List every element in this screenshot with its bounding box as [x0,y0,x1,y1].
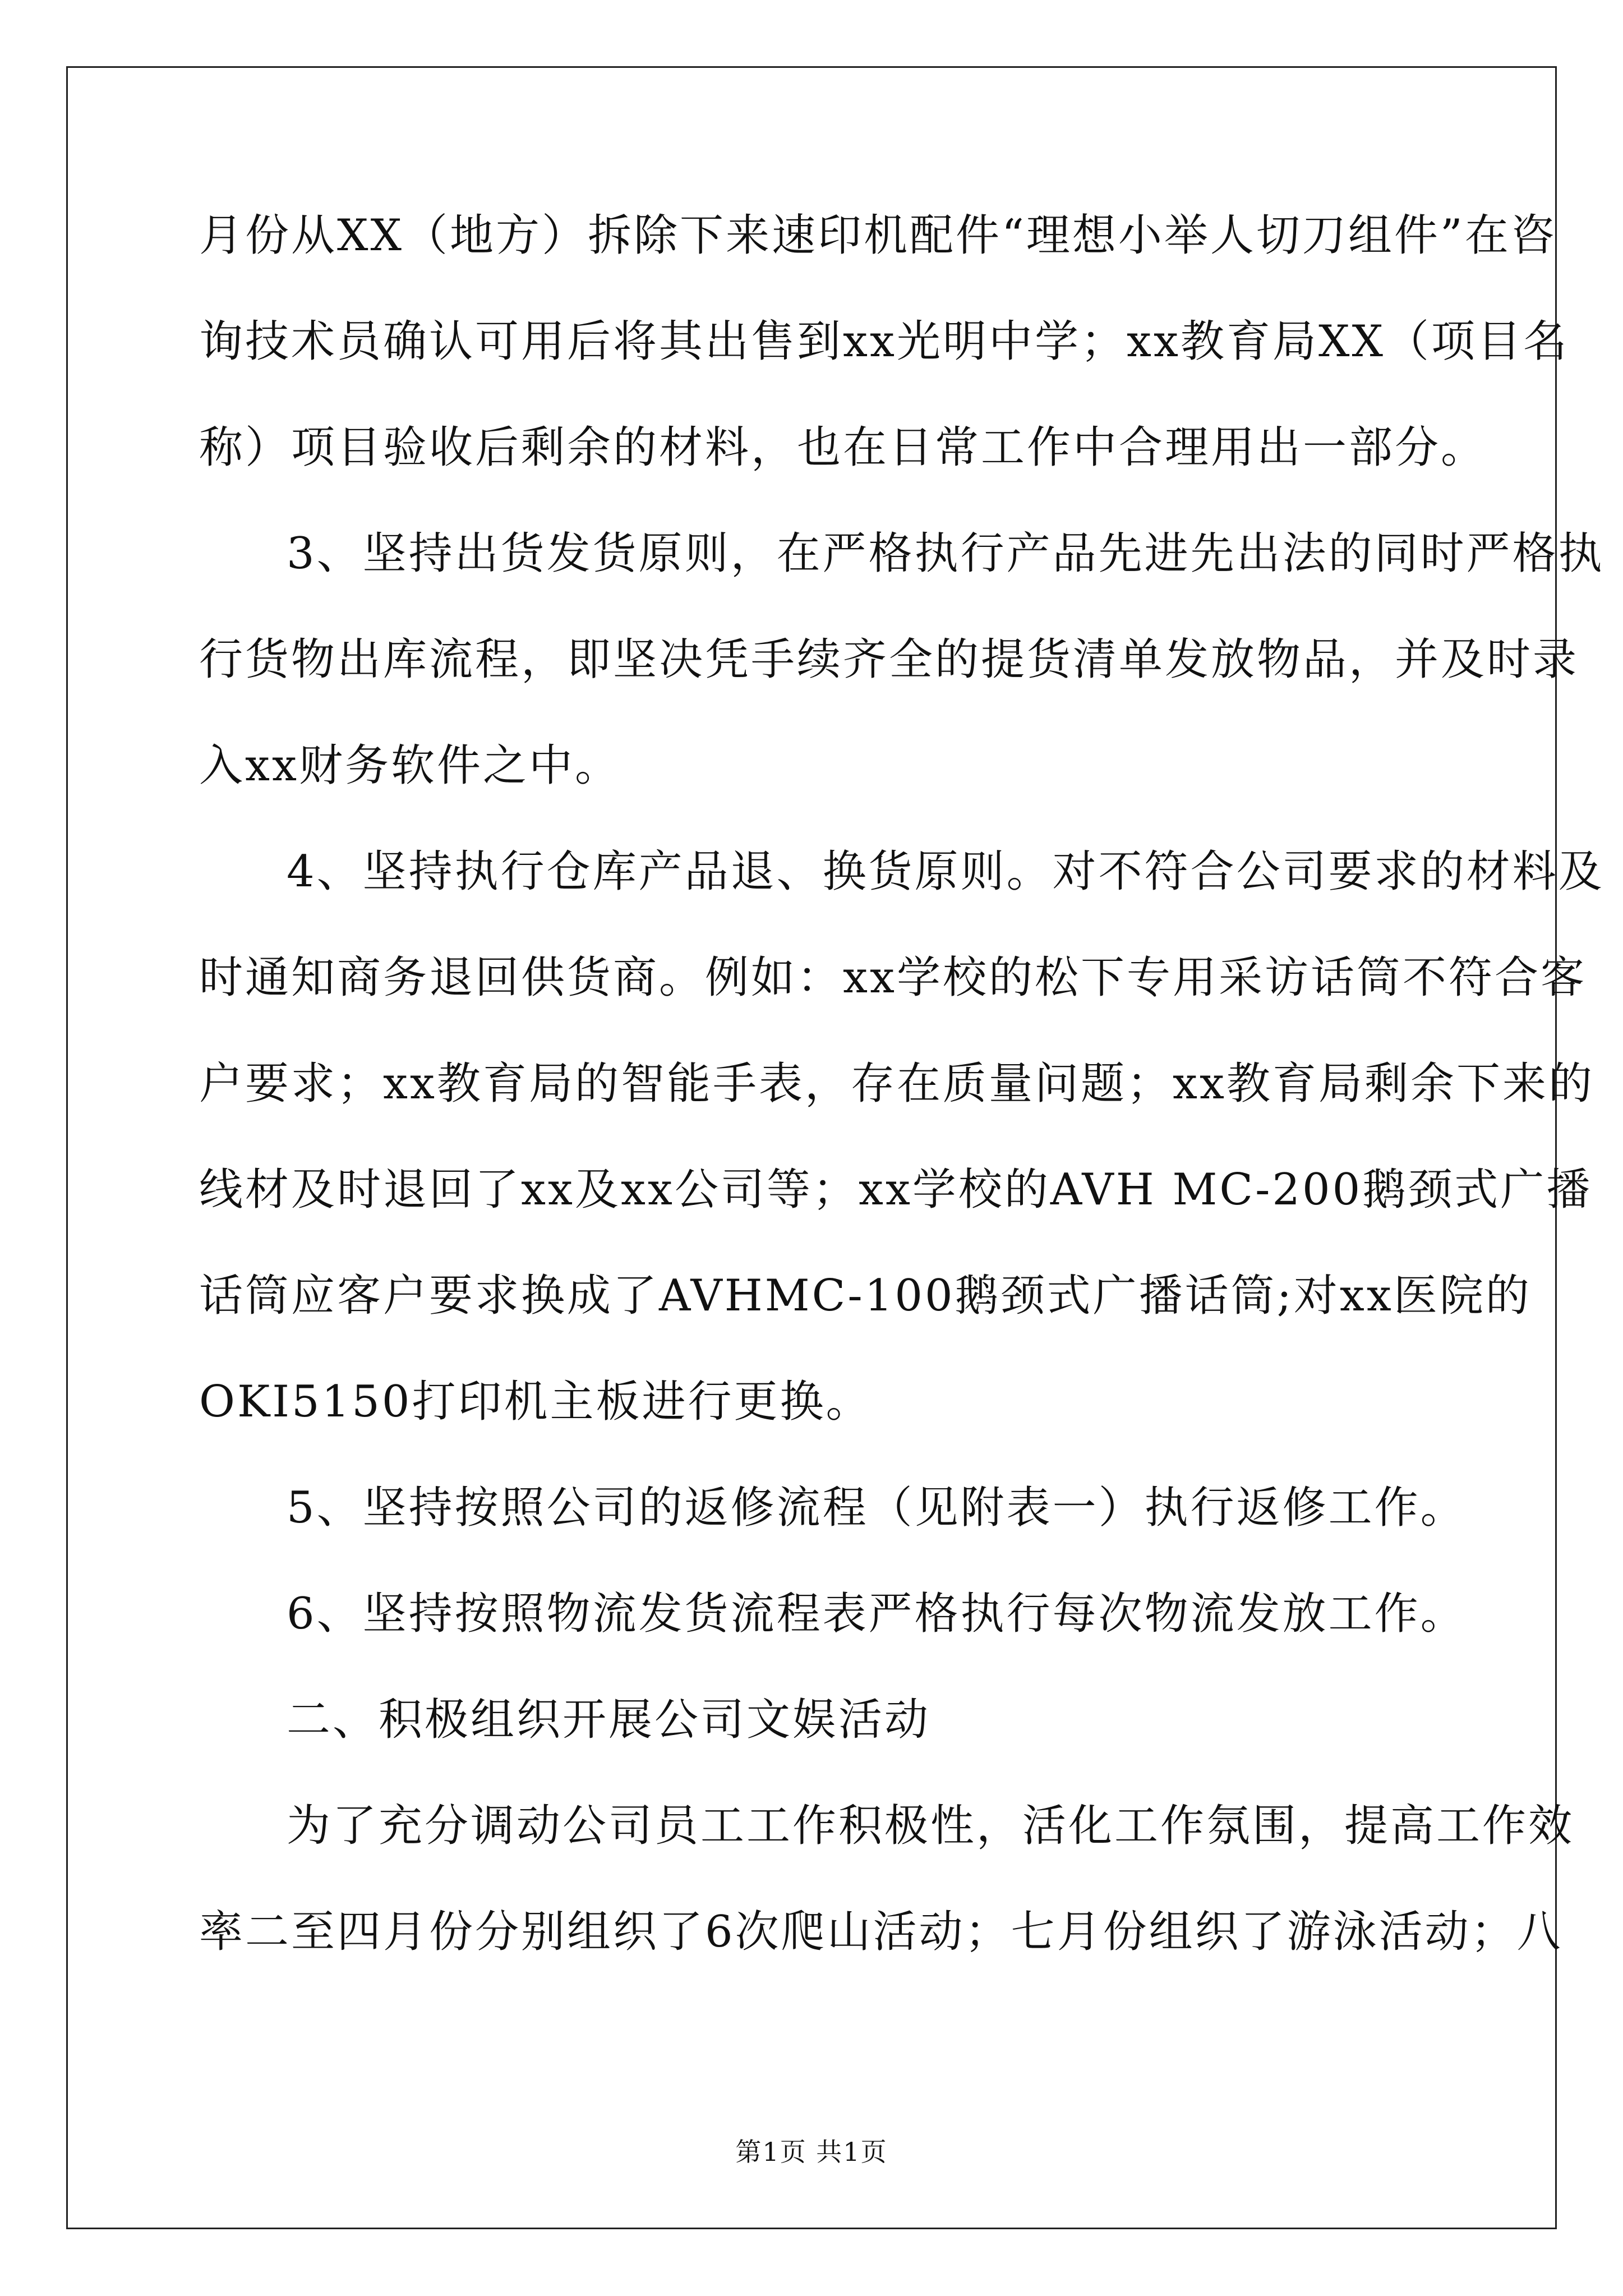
text-line-4: 3、坚持出货发货原则，在严格执行产品先进先出法的同时严格执 [287,528,1604,579]
text-line-2: 询技术员确认可用后将其出售到xx光明中学；xx教育局XX（项目名 [199,316,1570,367]
section-heading: 二、积极组织开展公司文娱活动 [287,1695,931,1745]
text-line-14: 6、坚持按照物流发货流程表严格执行每次物流发放工作。 [287,1589,1467,1639]
text-line-11: 话筒应客户要求换成了AVHMC-100鹅颈式广播话筒;对xx医院的 [199,1271,1532,1321]
text-line-8: 时通知商务退回供货商。例如：xx学校的松下专用采访话筒不符合客 [199,953,1587,1003]
text-line-1: 月份从XX（地方）拆除下来速印机配件“理想小举人切刀组件”在咨 [199,210,1557,261]
text-line-9: 户要求；xx教育局的智能手表，存在质量问题；xx教育局剩余下来的 [199,1059,1594,1109]
text-line-5: 行货物出库流程，即坚决凭手续齐全的提货清单发放物品，并及时录 [199,634,1579,685]
text-line-3: 称）项目验收后剩余的材料，也在日常工作中合理用出一部分。 [199,422,1487,473]
text-line-12: OKI5150打印机主板进行更换。 [199,1377,872,1427]
text-line-17: 率二至四月份分别组织了6次爬山活动；七月份组织了游泳活动；八 [199,1907,1563,1957]
text-line-7: 4、坚持执行仓库产品退、换货原则。对不符合公司要求的材料及 [287,846,1604,897]
text-line-6: 入xx财务软件之中。 [199,740,621,791]
text-line-13: 5、坚持按照公司的返修流程（见附表一）执行返修工作。 [287,1483,1467,1533]
text-line-16: 为了充分调动公司员工工作积极性，活化工作氛围，提高工作效 [287,1801,1575,1851]
page-footer: 第1页 共1页 [735,2137,888,2167]
text-line-10: 线材及时退回了xx及xx公司等；xx学校的AVH MC-200鹅颈式广播 [199,1165,1593,1215]
